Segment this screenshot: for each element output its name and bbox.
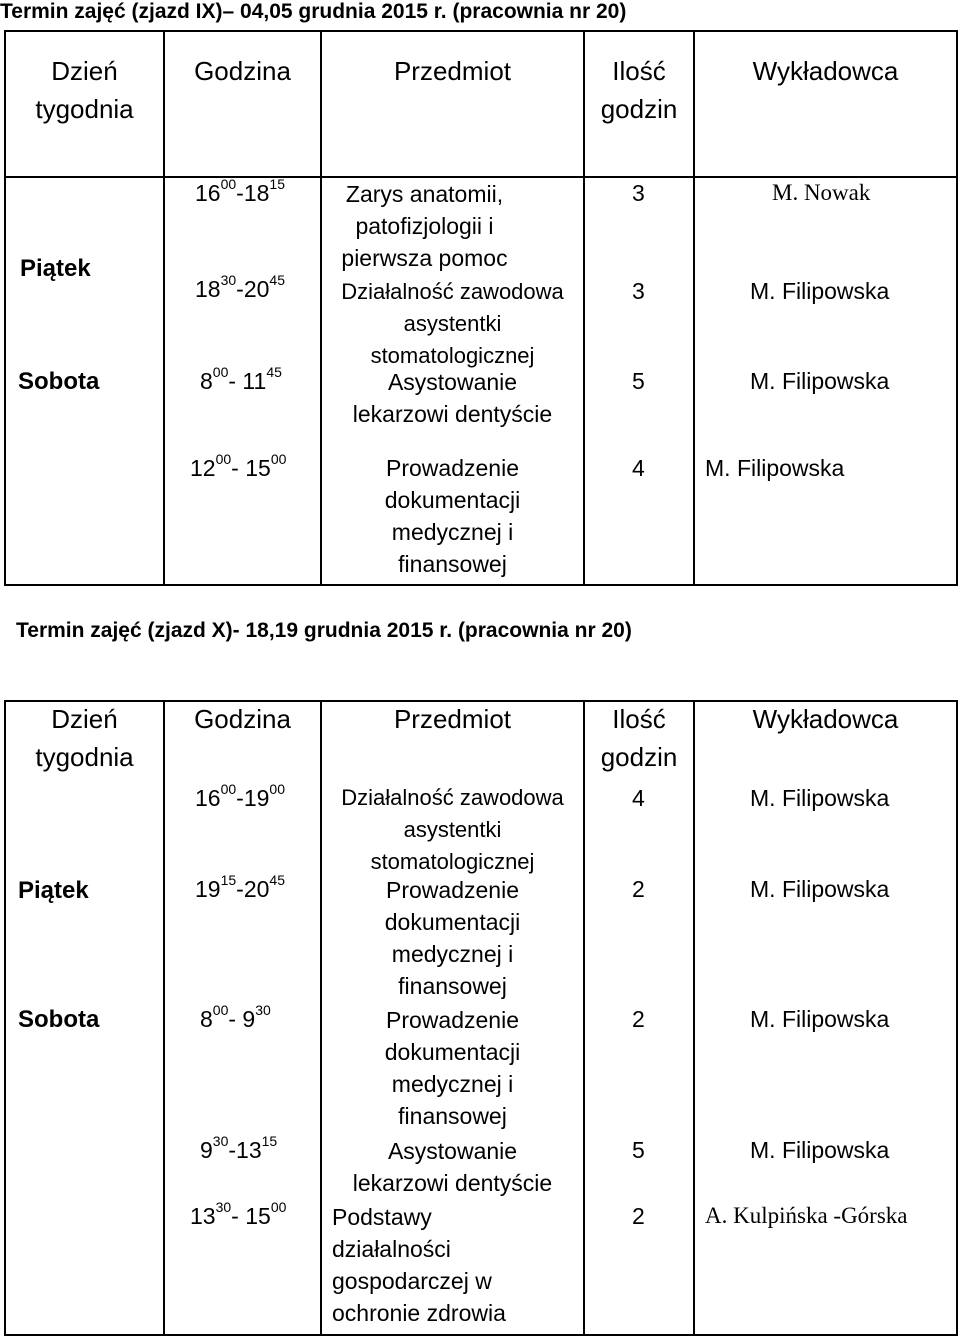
hours-cell: 3	[632, 278, 645, 304]
day-friday: Piątek	[18, 877, 89, 904]
subject-cell: Działalność zawodowa asystentki stomatologicznej	[341, 785, 564, 874]
hours-cell: 5	[632, 368, 645, 394]
header-hours-count: Ilość godzin	[600, 704, 678, 772]
header-day: Dzień tygodnia	[35, 56, 134, 124]
table1-border-bottom	[4, 584, 958, 586]
subject-cell: Prowadzenie dokumentacji medycznej i finansowej	[384, 455, 521, 577]
hours-cell: 2	[632, 1006, 645, 1032]
header-subject: Przedmiot	[393, 704, 512, 734]
table1-col-divider	[163, 30, 165, 586]
lecturer-cell: M. Filipowska	[750, 368, 890, 394]
time-cell: $16^{00}-19^{00}$	[195, 781, 285, 811]
table2-col-divider	[583, 700, 585, 1336]
hours-cell: 5	[632, 1137, 645, 1163]
time-cell: $13^{30}-$ $15^{00}$	[190, 1199, 287, 1229]
subject-cell: Podstawy działalności gospodarczej w ochronie zdrowia	[332, 1204, 506, 1326]
header-subject: Przedmiot	[393, 56, 512, 86]
subject-cell: Prowadzenie dokumentacji medycznej i finansowej	[384, 877, 521, 999]
lecturer-cell: M. Filipowska	[750, 876, 890, 902]
header-hours-count: Ilość godzin	[600, 56, 678, 124]
table1-col-divider	[693, 30, 695, 586]
time-cell: $19^{15}-20^{45}$	[195, 872, 285, 902]
table2-col-divider	[163, 700, 165, 1336]
table2-col-divider	[693, 700, 695, 1336]
day-saturday: Sobota	[18, 368, 100, 395]
time-cell: $8^{00}-$ $11^{45}$	[200, 364, 282, 394]
header-day: Dzień tygodnia	[35, 704, 134, 772]
time-cell: $9^{30}-13^{15}$	[200, 1133, 278, 1163]
time-cell: $8^{00}-$ $9^{30}$	[200, 1002, 271, 1032]
time-cell: $12^{00}-$ $15^{00}$	[190, 451, 287, 481]
header-lecturer: Wykładowca	[752, 704, 899, 734]
lecturer-cell: M. Nowak	[772, 180, 871, 205]
hours-cell: 2	[632, 876, 645, 902]
subject-cell: Asystowanie lekarzowi dentyście	[352, 1138, 553, 1196]
header-lecturer: Wykładowca	[752, 56, 899, 86]
header-hour: Godzina	[194, 56, 291, 86]
schedule1-title: Termin zajęć (zjazd IX)– 04,05 grudnia 2015 r. (pracownia nr 20)	[0, 0, 627, 23]
lecturer-cell: M. Filipowska	[750, 278, 890, 304]
subject-cell: Asystowanie lekarzowi dentyście	[352, 369, 553, 427]
hours-cell: 4	[632, 455, 645, 481]
hours-cell: 3	[632, 180, 645, 206]
lecturer-cell: M. Filipowska	[750, 785, 890, 811]
time-cell: $16^{00}-18^{15}$	[195, 176, 285, 206]
lecturer-cell: M. Filipowska	[750, 1006, 890, 1032]
table2-border-bottom	[4, 1334, 958, 1336]
schedule2-title: Termin zajęć (zjazd X)- 18,19 grudnia 2015 r. (pracownia nr 20)	[16, 619, 632, 642]
subject-cell: Prowadzenie dokumentacji medycznej i finansowej	[384, 1007, 521, 1129]
lecturer-cell: A. Kulpińska -Górska	[705, 1203, 908, 1228]
table2-border-left	[4, 700, 6, 1336]
header-hour: Godzina	[194, 704, 291, 734]
table1-border-right	[956, 30, 958, 586]
day-friday: Piątek	[20, 255, 91, 282]
time-cell: $18^{30}-20^{45}$	[195, 272, 285, 302]
lecturer-cell: M. Filipowska	[705, 455, 845, 481]
day-saturday: Sobota	[18, 1006, 100, 1033]
hours-cell: 2	[632, 1203, 645, 1229]
hours-cell: 4	[632, 785, 645, 811]
lecturer-cell: M. Filipowska	[750, 1137, 890, 1163]
subject-cell: Zarys anatomii, patofizjologii i pierwsza pomoc	[341, 181, 508, 271]
subject-cell: Działalność zawodowa asystentki stomatologicznej	[341, 279, 564, 368]
table2-border-right	[956, 700, 958, 1336]
table1-border-top	[4, 30, 958, 32]
